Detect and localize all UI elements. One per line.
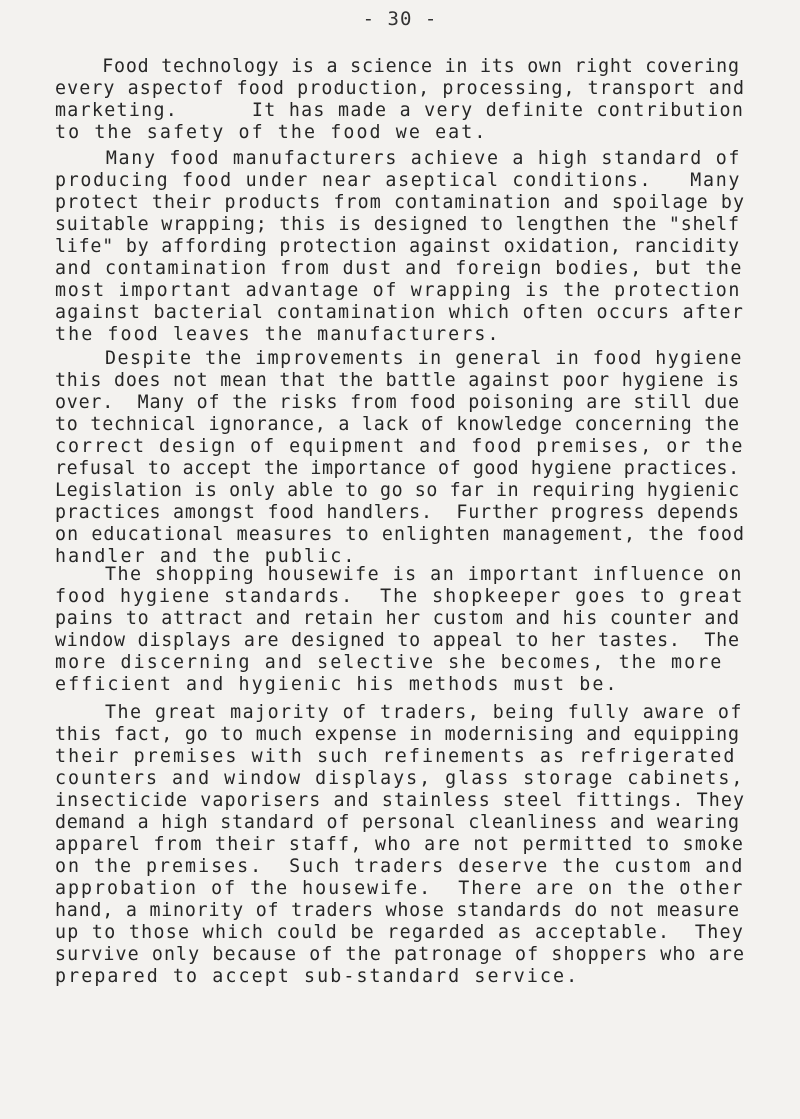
paragraph-line: demand a high standard of personal cleanliness and wearing [55,812,740,833]
paragraph-1 [55,56,745,144]
paragraph-line: their premises with such refinements as refrigerated [55,746,737,767]
paragraph-line: pains to attract and retain her custom and his counter and [55,608,740,629]
paragraph-line: handler and the public. [55,546,357,567]
paragraph-line: survive only because of the patronage of shoppers who are [55,944,746,965]
paragraph-line: every aspectof food production, processing, transport and [55,78,746,99]
paragraph-line: window displays are designed to appeal to her tastes. The [55,630,740,651]
paragraph-line: Despite the improvements in general in food hygiene [55,348,743,369]
paragraph-line: practices amongst food handlers. Further progress depends [55,502,740,523]
paragraph-line: correct design of equipment and food premises, or the [55,436,745,457]
paragraph-5 [55,702,745,988]
paragraph-line: producing food under near aseptical conditions. Many [55,170,742,191]
paragraph-line: most important advantage of wrapping is the protection [55,280,742,301]
paragraph-line: on educational measures to enlighten management, the food [55,524,746,545]
paragraph-line: to technical ignorance, a lack of knowledge concerning the [55,414,740,435]
paragraph-line: The great majority of traders, being fully aware of [55,702,743,723]
paragraph-line: hand, a minority of traders whose standards do not measure [55,900,740,921]
page-number: - 30 - [362,8,438,30]
paragraph-3 [55,348,745,568]
paragraph-line: prepared to accept sub-standard service. [55,966,580,987]
paragraph-line: counters and window displays, glass storage cabinets, [55,768,745,789]
paragraph-line: this does not mean that the battle against poor hygiene is [55,370,740,391]
paragraph-line: refusal to accept the importance of good hygiene practices. [55,458,740,479]
paragraph-line: life" by affording protection against oxidation, rancidity [55,236,740,257]
paragraph-line: on the premises. Such traders deserve the custom and [55,856,745,877]
paragraph-line: efficient and hygienic his methods must be. [55,674,619,695]
paragraph-line: to the safety of the food we eat. [55,122,488,143]
paragraph-line: more discerning and selective she becomes, the more [55,652,724,673]
paragraph-line: marketing. It has made a very definite contribution [55,100,745,121]
paragraph-line: this fact, go to much expense in modernising and equipping [55,724,740,745]
paragraph-line: protect their products from contamination and spoilage by [55,192,746,213]
paragraph-line: over. Many of the risks from food poisoning are still due [55,392,740,413]
paragraph-line: Legislation is only able to go so far in requiring hygienic [55,480,740,501]
paragraph-2 [55,148,745,346]
paragraph-line: the food leaves the manufacturers. [55,324,501,345]
paragraph-line: and contamination from dust and foreign bodies, but the [55,258,743,279]
paragraph-line: Many food manufacturers achieve a high standard of [55,148,742,169]
paragraph-line: against bacterial contamination which often occurs after [55,302,745,323]
paragraph-line: The shopping housewife is an important influence on [55,564,743,585]
paragraph-4 [55,564,745,696]
paragraph-line: approbation of the housewife. There are on the other [55,878,745,899]
paragraph-line: insecticide vaporisers and stainless steel fittings. They [55,790,746,811]
paragraph-line: food hygiene standards. The shopkeeper goes to great [55,586,745,607]
paragraph-line: Food technology is a science in its own right covering [55,56,740,77]
paragraph-line: apparel from their staff, who are not permitted to smoke [55,834,745,855]
paragraph-line: up to those which could be regarded as acceptable. They [55,922,745,943]
paragraph-line: suitable wrapping; this is designed to lengthen the "shelf [55,214,740,235]
